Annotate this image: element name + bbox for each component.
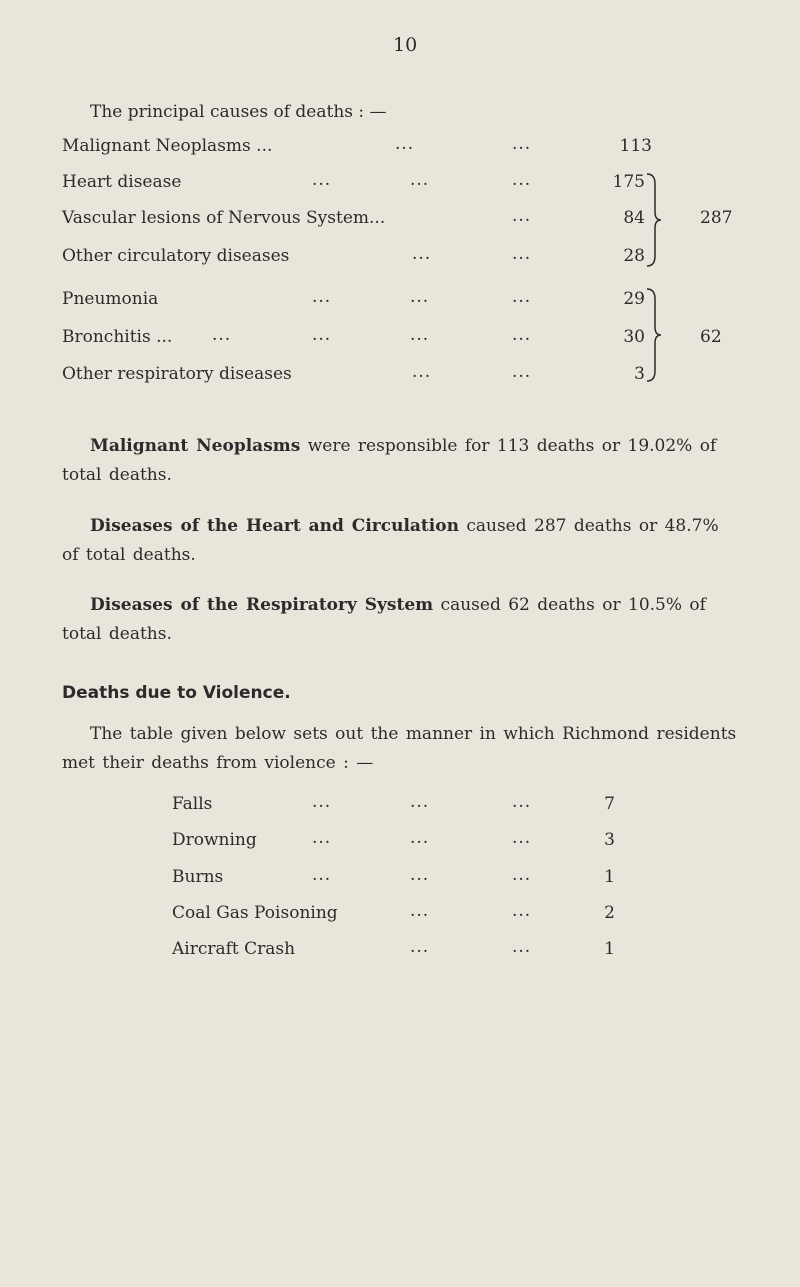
- leader-dots: ...: [512, 901, 532, 921]
- leader-dots: ...: [512, 792, 532, 812]
- cause-label: Bronchitis ...: [62, 327, 173, 347]
- respiratory-total: 62: [700, 327, 722, 347]
- respiratory-brace: [645, 285, 665, 385]
- leader-dots: ...: [410, 792, 430, 812]
- paragraph-text: caused 287 deaths or 48.7% of total deaths.: [62, 516, 719, 565]
- violence-value: 1: [604, 867, 615, 887]
- leader-dots: ...: [212, 325, 232, 345]
- violence-value: 2: [604, 903, 615, 923]
- cause-value: 29: [623, 289, 645, 309]
- violence-intro: The table given below sets out the manner in which Richmond residents met their deaths from violence : —: [62, 724, 737, 773]
- leader-dots: ...: [412, 362, 432, 382]
- leader-dots: ...: [512, 937, 532, 957]
- cause-label: Vascular lesions of Nervous System...: [62, 208, 386, 228]
- leader-dots: ...: [312, 865, 332, 885]
- violence-label: Drowning: [172, 830, 257, 850]
- cause-value: 30: [623, 327, 645, 347]
- summary-paragraph: [62, 591, 742, 649]
- violence-label: Falls: [172, 794, 213, 814]
- leader-dots: ...: [312, 792, 332, 812]
- cause-value: 28: [623, 246, 645, 266]
- leader-dots: ...: [512, 325, 532, 345]
- leader-dots: ...: [512, 134, 532, 154]
- paragraph-emphasis: Diseases of the Heart and Circulation: [90, 516, 459, 536]
- cause-value: 84: [623, 208, 645, 228]
- leader-dots: ...: [512, 362, 532, 382]
- circulatory-total: 287: [700, 208, 733, 228]
- cause-value: 113: [619, 136, 652, 156]
- violence-label: Aircraft Crash: [172, 939, 296, 959]
- cause-label: Malignant Neoplasms ...: [62, 136, 273, 156]
- leader-dots: ...: [395, 134, 415, 154]
- violence-value: 7: [604, 794, 615, 814]
- leader-dots: ...: [312, 287, 332, 307]
- leader-dots: ...: [412, 244, 432, 264]
- cause-label: Heart disease: [62, 172, 182, 192]
- leader-dots: ...: [512, 287, 532, 307]
- paragraph-text: caused 62 deaths or 10.5% of total deaths.: [62, 595, 706, 644]
- leader-dots: ...: [410, 287, 430, 307]
- leader-dots: ...: [512, 206, 532, 226]
- violence-heading: Deaths due to Violence.: [62, 683, 291, 703]
- leader-dots: ...: [410, 937, 430, 957]
- leader-dots: ...: [410, 828, 430, 848]
- cause-label: Other respiratory diseases: [62, 364, 292, 384]
- leader-dots: ...: [410, 325, 430, 345]
- summary-paragraph: [62, 432, 742, 490]
- leader-dots: ...: [312, 828, 332, 848]
- leader-dots: ...: [312, 325, 332, 345]
- paragraph-emphasis: Malignant Neoplasms: [90, 436, 301, 456]
- violence-value: 1: [604, 939, 615, 959]
- paragraph-emphasis: Diseases of the Respiratory System: [90, 595, 434, 615]
- leader-dots: ...: [512, 170, 532, 190]
- cause-label: Other circulatory diseases: [62, 246, 290, 266]
- cause-value: 175: [612, 172, 645, 192]
- summary-paragraph: [62, 512, 742, 570]
- leader-dots: ...: [512, 244, 532, 264]
- leader-dots: ...: [410, 170, 430, 190]
- cause-label: Pneumonia: [62, 289, 159, 309]
- leader-dots: ...: [512, 865, 532, 885]
- leader-dots: ...: [410, 901, 430, 921]
- leader-dots: ...: [410, 865, 430, 885]
- cause-value: 3: [634, 364, 645, 384]
- page-number: 10: [393, 34, 418, 56]
- violence-value: 3: [604, 830, 615, 850]
- leader-dots: ...: [312, 170, 332, 190]
- causes-intro: The principal causes of deaths : —: [90, 102, 387, 122]
- paragraph-text: were responsible for 113 deaths or 19.02% of total deaths.: [62, 436, 717, 485]
- violence-label: Coal Gas Poisoning: [172, 903, 338, 923]
- leader-dots: ...: [512, 828, 532, 848]
- violence-label: Burns: [172, 867, 224, 887]
- circulatory-brace: [645, 170, 665, 270]
